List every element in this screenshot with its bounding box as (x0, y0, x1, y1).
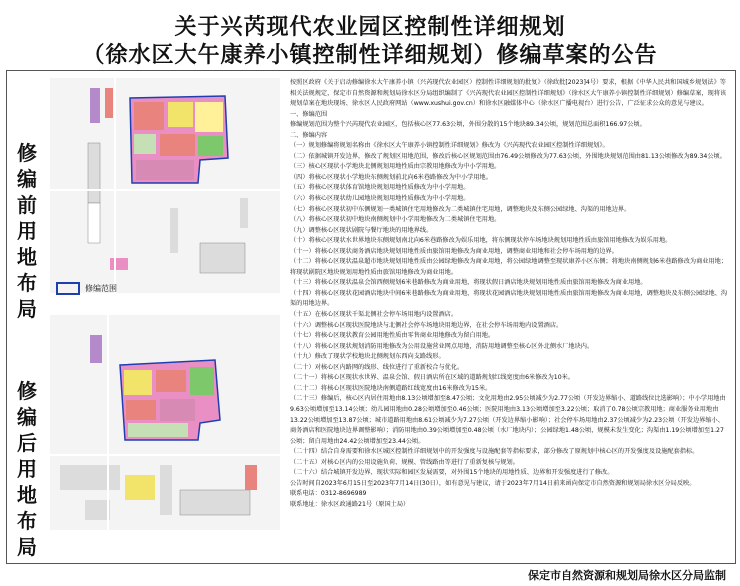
revision-item: （四）将核心区现状小学地块东侧规划前北向6米巷路修改为中小学用地。 (290, 173, 492, 181)
revision-item: （二十）对核心区内路网的线形、线位进行了重新校合与优化。 (290, 363, 464, 371)
footer-issuer: 保定市自然资源和规划局徐水区分局监制 (528, 569, 726, 582)
revision-item: （二十五）对核心区内的公用设施负荷、规模、管线路由等进行了重新复核与规划。 (290, 458, 519, 466)
revision-item: （十七）将核心区现状教育公园用地性质由零售商业用地修改为留白用地。 (290, 332, 495, 340)
revision-item: （二十二）将核心区现状医院地块南侧道路红线宽度由16米修改为15米。 (290, 384, 492, 392)
paragraph-scope: 修编规划范围为整个兴芮现代农业园区，包括核心区77.63公顷，外围分散的15个地块89.34公顷，规划范围总面积166.97公顷。 (290, 121, 646, 129)
revision-item: （十四）将核心区现状花园酒店地块中间6米巷路修改为商业用地，将现状花园酒店地块规划用地性质由旅馆用地修改为商业用地，调整地块及东侧公园绿地、沟渠的用地边界。 (290, 289, 728, 308)
section-heading-content: 二、修编内容 (290, 131, 328, 139)
revision-item: （二）依据城镇开发边界，修改了规划区用地范围，修改后核心区规划范围由76.49公顷修改为77.63公顷，外围地块规划范围由81.13公顷修改为89.34公顷。 (290, 152, 726, 160)
contact-phone: 联系地址：徐水区政通路21号（原国土局） (290, 500, 410, 508)
revision-item: （七）将核心区现状初中东侧规划一类城镇住宅用地修改为二类城镇住宅用地，调整地块及东侧公园绿地、沟渠的用地边界。 (290, 205, 631, 213)
revision-item: （十三）将核心区现状温泉会馆西侧规划6米巷路修改为商业用地，将现状假日酒店地块规划用地性质由旅馆用地修改为商业用地。 (290, 279, 647, 287)
legend-boundary-swatch (56, 282, 80, 295)
revision-item: （二十六）结合城镇开发边界、现状实际和园区发展需要，对外围15个地块的用地性质、边界和开发强度进行了修改。 (290, 469, 614, 477)
revision-item: （十八）将核心区现状规划消防用地修改为公用设施营业网点用地，消防用地调整至核心区外北侧水厂地块内。 (290, 342, 594, 350)
section-heading-scope: 一、修编范围 (290, 110, 328, 118)
revision-item: （二十一）将核心区现状水世界、温泉会馆、假日酒店所在区域的道路规划红线宽度由6米修改为10米。 (290, 374, 575, 382)
notice-body (290, 78, 728, 510)
after-label: 修编后用地布局 (17, 379, 37, 559)
revision-item: （十九）修改了现状学校地块北侧规划东西向支路线形。 (290, 353, 445, 361)
revision-item: （二十三）修编后，核心区内居住用地由8.13公顷增加至8.47公顷；文化用地由2.95公顷减少为2.77公顷（开发边界缩小、道路线位比选影响）；中小学用地由9.63公顷增加至13.14公顷；幼儿园用地由0.28公顷增加至0.46公顷；医院用地由3.13公顷增加至3.22公顷；取消了0.78公顷宗教用地；商业服务业用地由13.22公顷增加至13.87公顷；城市道路用地由8.61公顷减少为7.27公顷（开发边界缩小影响）；社会停车场用地由2.37公顷减少为2.23公顷（开发边界缩小、商务酒店和医院地块边界调整影响）；消防用地由0.39公顷增加至0.48公顷（水厂地块内）；公园绿地1.48公顷，规模未发生变化；沟渠由1.19公顷增加至1.27公顷；留白用地由24.42公顷增加至23.44公顷。 (290, 395, 726, 445)
revision-item: （一）规划修编将规划名称由《徐水区大午康养小镇控制性详细规划》修改为《兴芮现代农业园区控制性详细规划》。 (290, 142, 609, 150)
map-before (50, 78, 280, 293)
revision-item: （九）调整核心区现状剧院与餐厅地块的用地界线。 (290, 226, 433, 234)
revision-item: （十二）将核心区现状温泉超市地块规划用地性质由公园绿地修改为商业用地，将公园绿地调整至现状康养小区东侧；将地块南侧规划6米巷路修改为商业用地；将现状剧院区地块规划用地性质由旅馆用地修改为商业用地。 (290, 258, 728, 276)
revision-item: （十一）将核心区现状商务酒店地块规划用地性质由旅馆用地修改为商业用地，调整商业用地和社会停车场用地的边界。 (290, 247, 618, 255)
revision-item: （六）将核心区现状幼儿园地块规划用地性质修改为中小学用地。 (290, 195, 470, 203)
paragraph-announcement-period: 联系电话：0312-8696989 (290, 490, 367, 498)
legend-before (56, 282, 117, 295)
title-line-1: 关于兴芮现代农业园区控制性详细规划 (174, 14, 566, 40)
map-after (50, 315, 280, 530)
before-label: 修编前用地布局 (17, 141, 37, 321)
revision-item: （五）将核心区现状体育馆地块规划用地性质修改为中小学用地。 (290, 184, 470, 192)
revision-item: （十五）在核心区现状千渠北侧社会停车场用地内设置酒店。 (290, 311, 458, 319)
revision-item: （十六）调整核心区现状医院地块与北侧社会停车场地块用地边界，在社会停车场用地内设置酒店。 (290, 321, 563, 329)
revision-item: （八）将核心区现状初中地块南侧规划中小学用地修改为二类城镇住宅用地。 (290, 216, 501, 224)
revision-item: （十）将核心区现状水世界地块东侧规划南北向6米巷路修改为娱乐用地，将东侧现状停车场地块规划用地性质由旅馆用地修改为娱乐用地。 (290, 237, 672, 245)
revision-item: 公告时间自2023年6月15日至2023年7月14日(30日），如有意见与建议，请于2023年7月14日前来函向保定市自然资源和规划局徐水区分局反映。 (290, 479, 696, 487)
revision-item: （三）核心区现状小学地块北侧规划用地性质由宗教用地修改为中小学用地。 (290, 163, 501, 171)
title-line-2: （徐水区大午康养小镇控制性详细规划）修编草案的公告 (82, 42, 658, 68)
paragraph-intro: 按照区政府《关于启动修编徐水大午康养小镇（兴芮现代农业园区）控制性详细规划的批复》（徐政批[2023]4号）要求，根据《中华人民共和国城乡规划法》等相关法规规定，保定市自然资源和规划局徐水区分局组织编制了《兴芮现代农业园区控制性详细规划》（徐水区大午康养小镇控制性详细规划）修编草案，现将该规划草案在地块现场、徐水区人民政府网站（www.xushui.gov.cn）和徐水区融媒体中心（徐水区广播电视台）进行公告，广泛征求公众的意见与建议。 (290, 79, 727, 108)
revision-item: （二十四）结合自身需要和徐水区城区控制性详细规划中的开发强度与设施配套等指标要求，部分修改了原规划中核心区的开发强度及设施配套指标。 (290, 448, 699, 456)
legend-label: 修编范围 (85, 284, 117, 293)
